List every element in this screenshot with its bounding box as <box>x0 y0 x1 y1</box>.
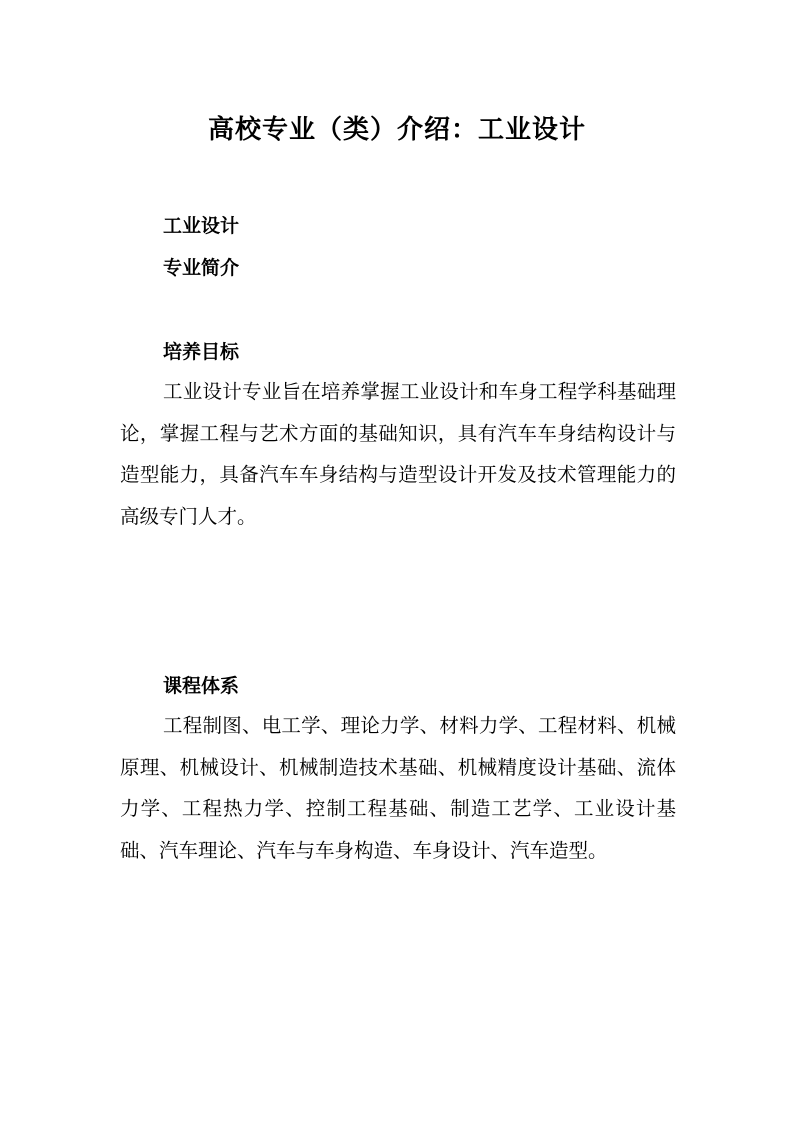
section-body-curriculum: 工程制图、电工学、理论力学、材料力学、工程材料、机械原理、机械设计、机械制造技术基础、机械精度设计基础、流体力学、工程热力学、控制工程基础、制造工艺学、工业设计基础、汽车理论、汽车与车身构造、车身设计、汽车造型。 <box>120 714 676 863</box>
section-heading-goals: 培养目标 <box>163 341 240 363</box>
section-heading-curriculum: 课程体系 <box>163 675 240 697</box>
intro-heading: 专业简介 <box>163 257 240 279</box>
major-name-heading: 工业设计 <box>163 215 240 237</box>
section-body-goals: 工业设计专业旨在培养掌握工业设计和车身工程学科基础理论，掌握工程与艺术方面的基础知识，具有汽车车身结构设计与造型能力，具备汽车车身结构与造型设计开发及技术管理能力的高级专门人才。 <box>120 380 676 529</box>
document-title: 高校专业（类）介绍：工业设计 <box>207 115 586 145</box>
